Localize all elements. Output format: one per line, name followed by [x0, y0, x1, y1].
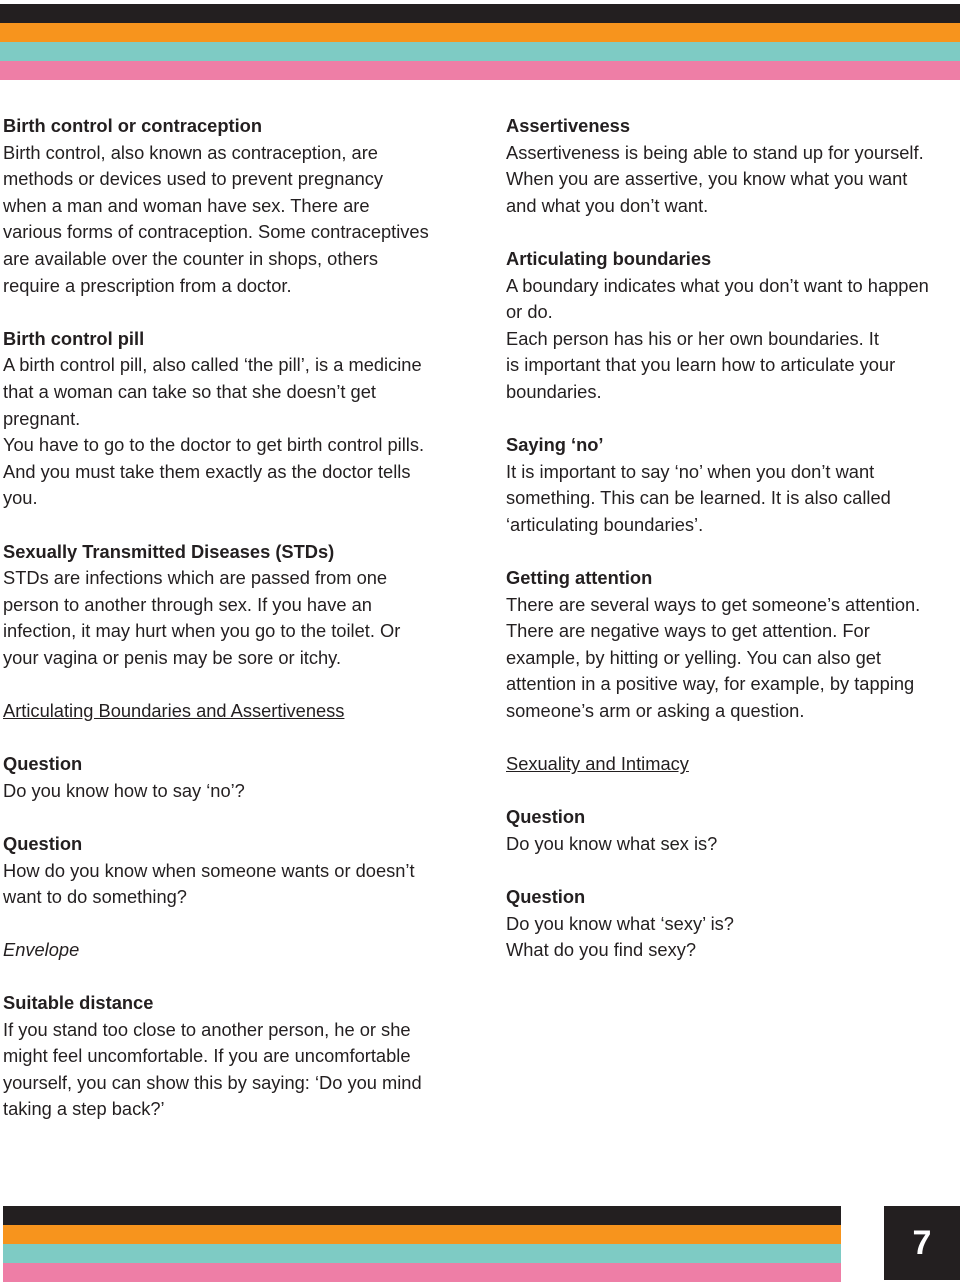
stripe-teal: [0, 42, 960, 61]
stripe-pink: [3, 1263, 841, 1282]
question-4: [506, 884, 956, 964]
text-line: yourself, you can show this by saying: ‘Do you mind: [3, 1071, 422, 1093]
section-heading: Sexually Transmitted Diseases (STDs): [3, 540, 335, 562]
text-line: STDs are infections which are passed from one: [3, 567, 388, 589]
attention-section: [506, 565, 956, 725]
left-column: [3, 113, 473, 991]
text-line: when a man and woman have sex. There are: [3, 194, 370, 216]
text-line: There are several ways to get someone’s attention.: [506, 593, 921, 615]
text-line: taking a step back?’: [3, 1098, 165, 1120]
text-line: A boundary indicates what you don’t want to happen: [506, 274, 929, 296]
section-heading: Articulating boundaries: [506, 247, 712, 269]
text-line: and what you don’t want.: [506, 194, 709, 216]
text-line: might feel uncomfortable. If you are uncomfortable: [3, 1045, 411, 1067]
text-line: methods or devices used to prevent pregnancy: [3, 168, 384, 190]
question-text: want to do something?: [3, 886, 187, 908]
question-text: How do you know when someone wants or doesn’t: [3, 859, 415, 881]
section-heading: Birth control pill: [3, 327, 145, 349]
text-line: or do.: [506, 301, 553, 323]
question-1: [3, 751, 473, 804]
stripe-teal: [3, 1244, 841, 1263]
section-heading: Getting attention: [506, 567, 653, 589]
text-line: infection, it may hurt when you go to the toilet. Or: [3, 620, 401, 642]
text-line: boundaries.: [506, 380, 602, 402]
assertiveness-section: [506, 113, 956, 219]
question-text: Do you know what ‘sexy’ is?: [506, 912, 734, 934]
text-line: It is important to say ‘no’ when you don’t want: [506, 460, 875, 482]
section-heading: Saying ‘no’: [506, 434, 604, 456]
text-line: person to another through sex. If you have an: [3, 593, 372, 615]
right-column: [506, 113, 956, 991]
sexuality-title-block: [506, 751, 956, 778]
stds-section: [3, 539, 473, 672]
question-2: [3, 831, 473, 911]
text-line: attention in a positive way, for example, by tapping: [506, 673, 915, 695]
stripe-orange: [0, 23, 960, 42]
pill-section: [3, 326, 473, 512]
text-line: A birth control pill, also called ‘the pill’, is a medicine: [3, 354, 422, 376]
envelope-label: Envelope: [3, 939, 80, 961]
question-text: Do you know what sex is?: [506, 833, 718, 855]
chapter-title: Sexuality and Intimacy: [506, 753, 689, 775]
bottom-color-stripes: [3, 1206, 841, 1282]
section-heading: Assertiveness: [506, 115, 630, 136]
envelope-block: [3, 937, 473, 964]
articulating-section: [506, 246, 956, 406]
text-line: someone’s arm or asking a question.: [506, 700, 805, 722]
text-line: is important that you learn how to articulate your: [506, 354, 896, 376]
suitable-distance-section: [3, 990, 473, 1123]
question-label: Question: [3, 753, 83, 775]
question-text: Do you know how to say ‘no’?: [3, 779, 245, 801]
text-line: You have to go to the doctor to get birth control pills.: [3, 434, 425, 456]
stripe-pink: [0, 61, 960, 80]
text-line: ‘articulating boundaries’.: [506, 513, 704, 535]
text-line: something. This can be learned. It is also called: [506, 487, 891, 509]
text-line: Each person has his or her own boundaries. It: [506, 327, 879, 349]
stripe-black: [0, 4, 960, 23]
text-line: pregnant.: [3, 407, 81, 429]
section-heading: Birth control or contraception: [3, 115, 262, 136]
birth-control-section: [3, 113, 473, 299]
text-line: When you are assertive, you know what you want: [506, 168, 908, 190]
stripe-black: [3, 1206, 841, 1225]
question-text: What do you find sexy?: [506, 939, 697, 961]
bottom-left-column: [3, 990, 473, 1150]
page-number: 7: [884, 1206, 960, 1280]
section-heading: Suitable distance: [3, 992, 154, 1013]
text-line: Assertiveness is being able to stand up for yourself.: [506, 141, 924, 163]
text-line: are available over the counter in shops, others: [3, 247, 378, 269]
text-line: example, by hitting or yelling. You can also get: [506, 646, 882, 668]
top-color-stripes: [0, 4, 960, 80]
stripe-orange: [3, 1225, 841, 1244]
text-line: various forms of contraception. Some contraceptives: [3, 221, 429, 243]
text-line: require a prescription from a doctor.: [3, 274, 292, 296]
chapter-title: Articulating Boundaries and Assertiveness: [3, 700, 345, 722]
saying-no-section: [506, 432, 956, 538]
text-line: And you must take them exactly as the doctor tells: [3, 460, 411, 482]
text-line: that a woman can take so that she doesn’t get: [3, 380, 376, 402]
question-label: Question: [506, 806, 586, 828]
text-line: There are negative ways to get attention. For: [506, 620, 870, 642]
text-line: your vagina or penis may be sore or itchy.: [3, 646, 342, 668]
question-3: [506, 804, 956, 857]
text-line: Birth control, also known as contraception, are: [3, 141, 378, 163]
boundaries-title-block: [3, 698, 473, 725]
question-label: Question: [3, 833, 83, 855]
text-line: If you stand too close to another person, he or she: [3, 1018, 411, 1040]
text-line: you.: [3, 487, 38, 509]
question-label: Question: [506, 886, 586, 908]
